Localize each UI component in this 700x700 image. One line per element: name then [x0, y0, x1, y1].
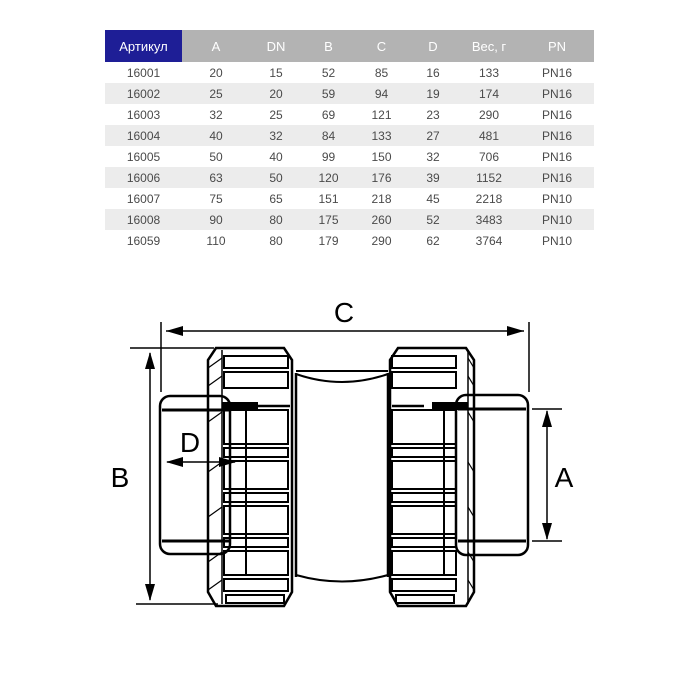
table-cell: 16004 [126, 128, 161, 143]
table-cell: 120 [318, 170, 339, 185]
table-cell: 52 [321, 65, 336, 80]
table-cell: 260 [371, 212, 392, 227]
table-header-cell: Вес, г [458, 30, 520, 62]
table-cell: PN16 [541, 86, 573, 101]
table-cell: PN16 [541, 65, 573, 80]
table-cell: 20 [209, 65, 223, 80]
table-cell: 16006 [126, 170, 161, 185]
table-cell: 2218 [475, 191, 503, 206]
table-cell: 32 [269, 128, 283, 143]
table-cell: 175 [318, 212, 339, 227]
table-cell: 90 [209, 212, 223, 227]
table-cell: 150 [371, 149, 392, 164]
table-cell: PN16 [541, 128, 573, 143]
table-cell: 25 [209, 86, 223, 101]
table-cell: 3483 [475, 212, 503, 227]
left-union-nut [208, 348, 292, 606]
dimension-a [532, 409, 574, 541]
table-cell: 16 [426, 65, 440, 80]
table-cell: 706 [478, 149, 500, 164]
table-cell: 84 [321, 128, 336, 143]
table-cell: 59 [321, 86, 336, 101]
dimension-b [111, 348, 218, 604]
dim-label-d: D [179, 427, 201, 458]
table-cell: 40 [209, 128, 223, 143]
table-header-cell: PN [520, 30, 594, 62]
table-cell: 69 [321, 107, 336, 122]
table-cell: 179 [318, 233, 339, 248]
table-cell: 16001 [126, 65, 161, 80]
table-cell: 65 [269, 191, 283, 206]
table-cell: 176 [371, 170, 392, 185]
table-cell: 94 [374, 86, 389, 101]
table-cell: PN10 [541, 212, 573, 227]
table-cell: 16059 [126, 233, 161, 248]
table-cell: PN16 [541, 107, 573, 122]
table-cell: 174 [478, 86, 500, 101]
table-cell: 218 [371, 191, 392, 206]
table-cell: 50 [209, 149, 223, 164]
table-cell: 52 [426, 212, 440, 227]
table-cell: 25 [269, 107, 283, 122]
table-cell: 99 [321, 149, 336, 164]
table-header-cell: DN [250, 30, 302, 62]
table-cell: 50 [269, 170, 283, 185]
dim-label-b: B [110, 462, 130, 493]
table-cell: 40 [269, 149, 283, 164]
table-cell: 80 [269, 212, 283, 227]
table-cell: 23 [426, 107, 440, 122]
table-cell: 75 [209, 191, 223, 206]
table-cell: 1152 [476, 170, 502, 185]
table-cell: PN10 [541, 191, 573, 206]
table-cell: 110 [206, 233, 226, 248]
left-socket [160, 396, 230, 554]
table-cell: 290 [371, 233, 392, 248]
table-cell: 151 [318, 191, 339, 206]
table-cell: 20 [269, 86, 283, 101]
table-cell: 63 [209, 170, 223, 185]
table-cell: 481 [478, 128, 500, 143]
table-cell: 45 [426, 191, 440, 206]
table-cell: 32 [426, 149, 440, 164]
dim-label-c: C [333, 297, 355, 328]
table-header-cell: B [302, 30, 355, 62]
table-cell: 121 [371, 107, 392, 122]
table-cell: 16008 [126, 212, 161, 227]
table-cell: 133 [478, 65, 500, 80]
right-socket [456, 395, 528, 555]
table-header-cell: D [408, 30, 458, 62]
right-union-nut [390, 348, 474, 606]
table-cell: PN10 [541, 233, 573, 248]
table-cell: 19 [426, 86, 440, 101]
table-cell: 16007 [126, 191, 161, 206]
table-cell: 15 [269, 65, 283, 80]
table-header-cell: Артикул [105, 30, 182, 62]
table-cell: 39 [426, 170, 440, 185]
table-cell: 3764 [475, 233, 503, 248]
table-cell: 62 [426, 233, 440, 248]
table-cell: 133 [371, 128, 392, 143]
table-header-cell: A [182, 30, 250, 62]
table-cell: 290 [478, 107, 500, 122]
table-cell: 16002 [126, 86, 161, 101]
table-cell: PN16 [541, 149, 573, 164]
table-cell: 16003 [126, 107, 161, 122]
dim-label-a: A [554, 462, 574, 493]
table-cell: 32 [209, 107, 223, 122]
table-cell: 80 [269, 233, 283, 248]
table-cell: PN16 [541, 170, 573, 185]
table-cell: 27 [426, 128, 440, 143]
table-cell: 85 [374, 65, 389, 80]
table-header-cell: C [355, 30, 408, 62]
valve-body [294, 371, 390, 582]
table-cell: 16005 [126, 149, 161, 164]
